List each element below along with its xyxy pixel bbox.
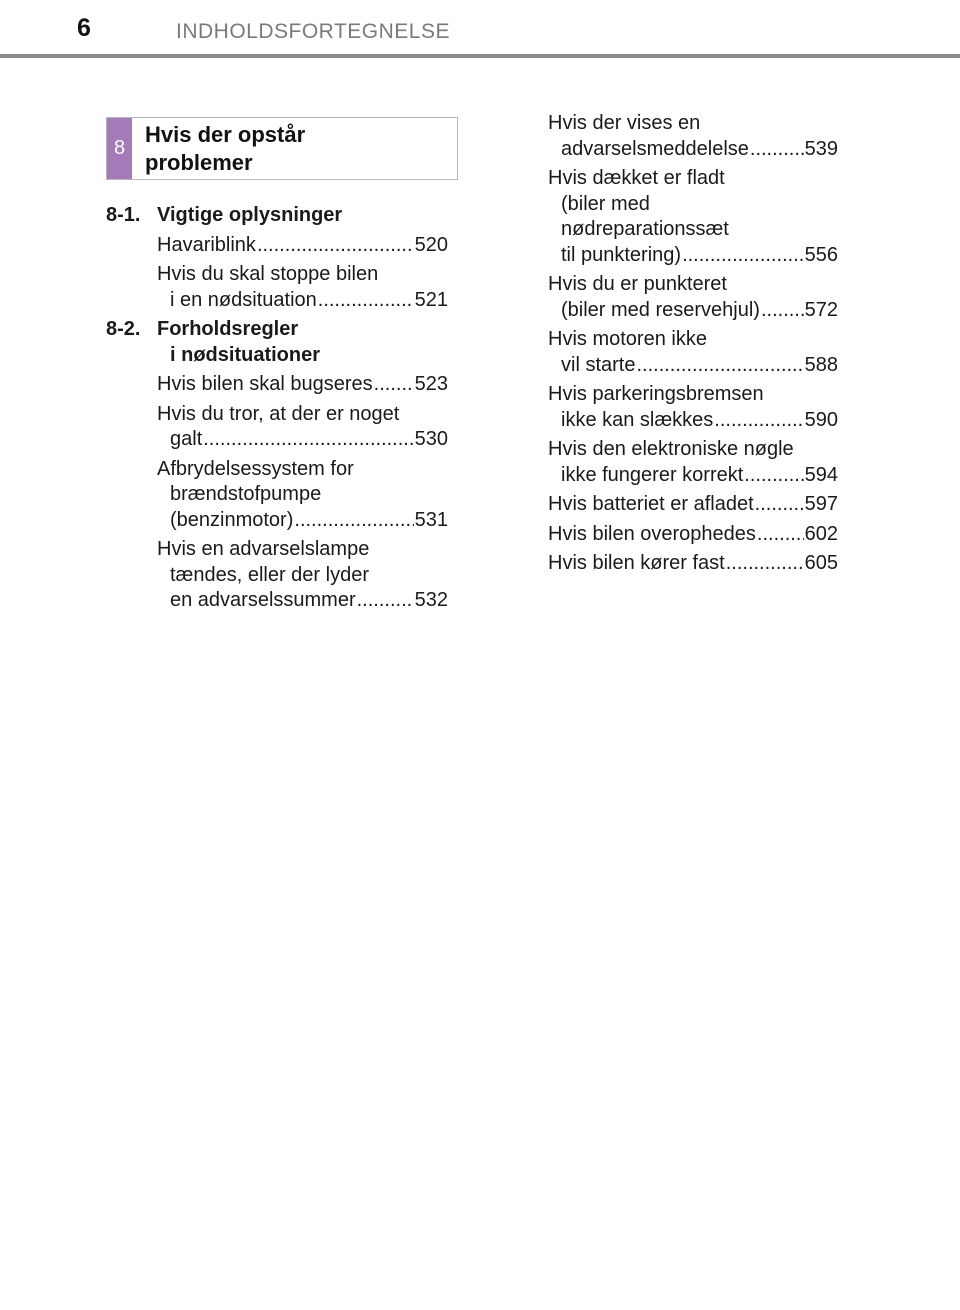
toc-page-number: 605 (804, 552, 838, 574)
page-header (0, 0, 960, 60)
toc-entry-title-cont: tændes, eller der lyder (170, 563, 369, 586)
dot-leader (750, 137, 804, 163)
toc-page-number: 520 (414, 233, 448, 256)
toc-entry-title: Hvis batteriet er afladet (548, 493, 754, 515)
toc-entry-title-cont: en advarselssummer (170, 589, 356, 611)
toc-entry[interactable] (106, 233, 448, 259)
toc-page-number: 556 (804, 243, 838, 266)
dot-leader (294, 508, 413, 534)
chapter-number: 8-1. (106, 204, 141, 226)
dot-leader (636, 353, 803, 379)
dot-leader (757, 522, 804, 548)
toc-entry-title-cont: ikke kan slækkes (561, 408, 714, 431)
toc-entry-title-cont: nødreparationssæt (561, 218, 729, 240)
toc-entry[interactable] (548, 492, 838, 518)
section-tab-number: 8 (107, 118, 132, 179)
toc-right-column (548, 111, 838, 581)
dot-leader (744, 463, 803, 489)
header-title: INDHOLDSFORTEGNELSE (176, 20, 450, 43)
toc-entry-title-cont: til punktering) (561, 243, 682, 266)
toc-entry[interactable] (548, 111, 838, 162)
toc-page-number: 590 (804, 408, 838, 431)
dot-leader (682, 243, 804, 269)
toc-left-column (106, 203, 448, 618)
toc-page-number: 597 (804, 493, 838, 515)
toc-entry[interactable] (548, 382, 838, 433)
toc-entry[interactable] (548, 522, 838, 548)
toc-entry[interactable] (106, 402, 448, 453)
toc-page-number: 531 (414, 508, 448, 531)
toc-entry-title: Hvis dækket er fladt (548, 167, 725, 189)
toc-entry-title: Hvis motoren ikke (548, 328, 707, 350)
toc-entry[interactable] (106, 537, 448, 614)
toc-page-number: 602 (804, 522, 838, 545)
toc-page-number: 530 (414, 428, 448, 450)
dot-leader (318, 288, 414, 314)
page-number: 6 (77, 14, 91, 42)
toc-entry-title-cont: ikke fungerer korrekt (561, 463, 744, 486)
toc-entry[interactable] (548, 437, 838, 488)
toc-page-number: 594 (804, 463, 838, 486)
chapter-number: 8-2. (106, 318, 141, 340)
toc-entry[interactable] (548, 272, 838, 323)
section-title-line-1: Hvis der opstår (145, 122, 306, 147)
toc-entry-title-cont: i en nødsituation (170, 288, 317, 311)
toc-entry-title: Havariblink (157, 233, 256, 256)
toc-page-number: 588 (804, 353, 838, 376)
dot-leader (203, 427, 413, 453)
chapter-title: Forholdsregler (157, 318, 299, 340)
toc-entry[interactable] (106, 372, 448, 398)
dot-leader (761, 298, 804, 324)
toc-entry-title: Hvis en advarselslampe (157, 538, 370, 560)
chapter-title: Vigtige oplysninger (157, 204, 343, 226)
toc-entry-title: Hvis du er punkteret (548, 273, 727, 295)
toc-entry-title: Hvis du skal stoppe bilen (157, 263, 379, 285)
toc-entry[interactable] (548, 166, 838, 268)
toc-entry[interactable] (106, 262, 448, 313)
toc-entry[interactable] (548, 327, 838, 378)
toc-entry-title: Hvis bilen overophedes (548, 522, 756, 545)
toc-entry-title-cont: (biler med (561, 192, 650, 215)
toc-entry-title: Hvis du tror, at der er noget (157, 402, 400, 425)
toc-entry-title: Hvis bilen skal bugseres (157, 373, 373, 395)
toc-page-number: 521 (414, 288, 448, 311)
toc-entry-title-cont: (biler med reservehjul) (561, 298, 760, 321)
toc-entry-title-cont: galt (170, 428, 203, 450)
section-title-line-2: problemer (145, 150, 253, 175)
toc-page-number: 572 (804, 298, 838, 321)
header-rule (0, 54, 960, 58)
chapter-title-cont: i nødsituationer (170, 343, 320, 366)
toc-entry-title-cont: advarselsmeddelelse (561, 137, 749, 160)
dot-leader (357, 588, 414, 614)
section-title (145, 121, 435, 177)
section-heading (106, 117, 458, 180)
toc-entry[interactable] (106, 457, 448, 534)
toc-entry-title: Hvis der vises en (548, 112, 701, 134)
toc-entry[interactable] (548, 551, 838, 577)
dot-leader (726, 551, 804, 577)
chapter-heading-8-2 (106, 317, 448, 368)
toc-entry-title-cont: brændstofpumpe (170, 483, 322, 505)
toc-entry-title: Hvis parkeringsbremsen (548, 383, 764, 405)
toc-entry-title: Hvis den elektroniske nøgle (548, 438, 794, 460)
dot-leader (755, 492, 804, 518)
dot-leader (257, 233, 414, 259)
toc-page-number: 532 (414, 589, 448, 611)
dot-leader (714, 408, 803, 434)
dot-leader (374, 372, 414, 398)
toc-page-number: 523 (414, 373, 448, 395)
toc-entry-title: Afbrydelsessystem for (157, 457, 354, 480)
toc-page-number: 539 (804, 137, 838, 160)
toc-entry-title-cont: vil starte (561, 353, 636, 376)
toc-entry-title-cont: (benzinmotor) (170, 508, 294, 531)
toc-entry-title: Hvis bilen kører fast (548, 552, 725, 574)
chapter-heading-8-1 (106, 203, 448, 229)
